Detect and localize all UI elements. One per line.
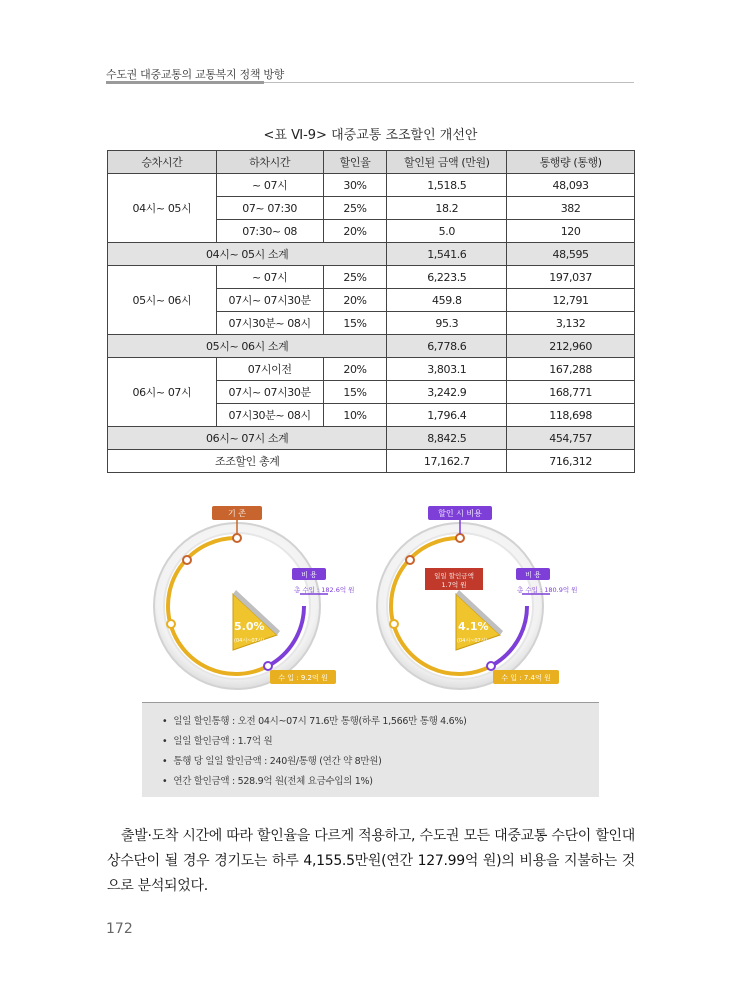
amount-cell: 95.3 <box>387 312 507 335</box>
column-header: 통행량 (통행) <box>507 151 635 174</box>
column-header: 할인율 <box>323 151 387 174</box>
trips-cell: 167,288 <box>507 358 635 381</box>
arc-marker <box>183 556 191 564</box>
discount-infographic <box>140 500 610 700</box>
arc-marker <box>390 620 398 628</box>
cost-tag-label: 비 용 <box>525 571 541 579</box>
subtotal-amount: 6,778.6 <box>387 335 507 358</box>
amount-cell: 1,796.4 <box>387 404 507 427</box>
amount-cell: 459.8 <box>387 289 507 312</box>
subtotal-amount: 1,541.6 <box>387 243 507 266</box>
boarding-time-cell: 05시~ 06시 <box>108 266 217 335</box>
table-header-row <box>108 151 635 174</box>
running-header: 수도권 대중교통의 교통복지 정책 방향 <box>106 68 285 81</box>
existing-tag-label: 기 존 <box>228 509 246 518</box>
total-revenue-label: 총 수입 : 182.6억 원 <box>294 586 355 594</box>
discount-rate-cell: 25% <box>323 197 387 220</box>
amount-cell: 1,518.5 <box>387 174 507 197</box>
alighting-time-cell: 07시30분~ 08시 <box>216 404 323 427</box>
subtotal-label: 04시~ 05시 소계 <box>108 243 387 266</box>
arc-marker <box>167 620 175 628</box>
subtotal-trips: 48,595 <box>507 243 635 266</box>
subtotal-row <box>108 335 635 358</box>
arc-marker <box>456 534 464 542</box>
discount-rate-cell: 25% <box>323 266 387 289</box>
amount-cell: 3,242.9 <box>387 381 507 404</box>
arc-marker <box>487 662 495 670</box>
trips-cell: 197,037 <box>507 266 635 289</box>
daily-discount-value: 1.7억 원 <box>441 581 467 589</box>
share-period: (04시~07시) <box>457 638 488 644</box>
trips-cell: 118,698 <box>507 404 635 427</box>
alighting-time-cell: ~ 07시 <box>216 174 323 197</box>
discount-rate-cell: 10% <box>323 404 387 427</box>
summary-notes-box <box>142 702 599 797</box>
page-number: 172 <box>106 921 133 937</box>
trips-cell: 3,132 <box>507 312 635 335</box>
discount-rate-cell: 15% <box>323 381 387 404</box>
discounted-tag-label: 할인 시 비용 <box>438 509 482 518</box>
column-header: 할인된 금액 (만원) <box>387 151 507 174</box>
trips-cell: 168,771 <box>507 381 635 404</box>
summary-notes-list <box>142 703 599 792</box>
arc-marker <box>264 662 272 670</box>
list-item: • 일일 할인통행 : 오전 04시~07시 71.6만 통행(하루 1,566만 통행 4.6%) <box>162 712 599 732</box>
alighting-time-cell: 07시~ 07시30분 <box>216 289 323 312</box>
column-header: 하차시간 <box>216 151 323 174</box>
table-caption: <표 Ⅵ-9> 대중교통 조조할인 개선안 <box>263 128 478 143</box>
header-rule-accent <box>106 81 264 84</box>
trips-cell: 382 <box>507 197 635 220</box>
subtotal-row <box>108 427 635 450</box>
boarding-time-cell: 06시~ 07시 <box>108 358 217 427</box>
cost-tag-label: 비 용 <box>301 571 317 579</box>
table-row <box>108 358 635 381</box>
amount-cell: 18.2 <box>387 197 507 220</box>
trips-cell: 48,093 <box>507 174 635 197</box>
subtotal-label: 06시~ 07시 소계 <box>108 427 387 450</box>
total-row <box>108 450 635 473</box>
discount-table <box>107 150 635 473</box>
column-header: 승차시간 <box>108 151 217 174</box>
alighting-time-cell: 07시~ 07시30분 <box>216 381 323 404</box>
subtotal-row <box>108 243 635 266</box>
discount-rate-cell: 20% <box>323 220 387 243</box>
revenue-tag-label: 수 입 : 7.4억 원 <box>501 674 551 682</box>
subtotal-label: 05시~ 06시 소계 <box>108 335 387 358</box>
table-row <box>108 266 635 289</box>
alighting-time-cell: 07시30분~ 08시 <box>216 312 323 335</box>
list-item: • 연간 할인금액 : 528.9억 원(전체 요금수입의 1%) <box>162 772 599 792</box>
share-period: (04시~07시) <box>234 638 265 644</box>
subtotal-amount: 8,842.5 <box>387 427 507 450</box>
total-label: 조조할인 총계 <box>108 450 387 473</box>
alighting-time-cell: 07:30~ 08 <box>216 220 323 243</box>
subtotal-trips: 212,960 <box>507 335 635 358</box>
total-revenue-label: 총 수입 : 180.9억 원 <box>517 586 578 594</box>
revenue-tag-label: 수 입 : 9.2억 원 <box>278 674 328 682</box>
share-value: 4.1% <box>458 620 489 633</box>
body-paragraph: 출발·도착 시간에 따라 할인율을 다르게 적용하고, 수도권 모든 대중교통 수단이 할인대상수단이 될 경우 경기도는 하루 4,155.5만원(연간 127.99억 원)의 비용을 지불하는 것으로 분석되었다. <box>107 828 635 894</box>
arc-marker <box>233 534 241 542</box>
discounted-cost-ring <box>377 506 577 689</box>
alighting-time-cell: ~ 07시 <box>216 266 323 289</box>
share-value: 5.0% <box>234 620 265 633</box>
discount-rate-cell: 20% <box>323 289 387 312</box>
table-row <box>108 174 635 197</box>
amount-cell: 3,803.1 <box>387 358 507 381</box>
subtotal-trips: 454,757 <box>507 427 635 450</box>
amount-cell: 6,223.5 <box>387 266 507 289</box>
discount-rate-cell: 15% <box>323 312 387 335</box>
list-item: • 일일 할인금액 : 1.7억 원 <box>162 732 599 752</box>
alighting-time-cell: 07시이전 <box>216 358 323 381</box>
amount-cell: 5.0 <box>387 220 507 243</box>
daily-discount-label: 일일 할인금액 <box>434 572 474 580</box>
alighting-time-cell: 07~ 07:30 <box>216 197 323 220</box>
total-trips: 716,312 <box>507 450 635 473</box>
arc-marker <box>406 556 414 564</box>
trips-cell: 120 <box>507 220 635 243</box>
discount-rate-cell: 20% <box>323 358 387 381</box>
boarding-time-cell: 04시~ 05시 <box>108 174 217 243</box>
existing-cost-ring <box>154 506 354 689</box>
total-amount: 17,162.7 <box>387 450 507 473</box>
list-item: • 통행 당 일일 할인금액 : 240원/통행 (연간 약 8만원) <box>162 752 599 772</box>
trips-cell: 12,791 <box>507 289 635 312</box>
discount-rate-cell: 30% <box>323 174 387 197</box>
